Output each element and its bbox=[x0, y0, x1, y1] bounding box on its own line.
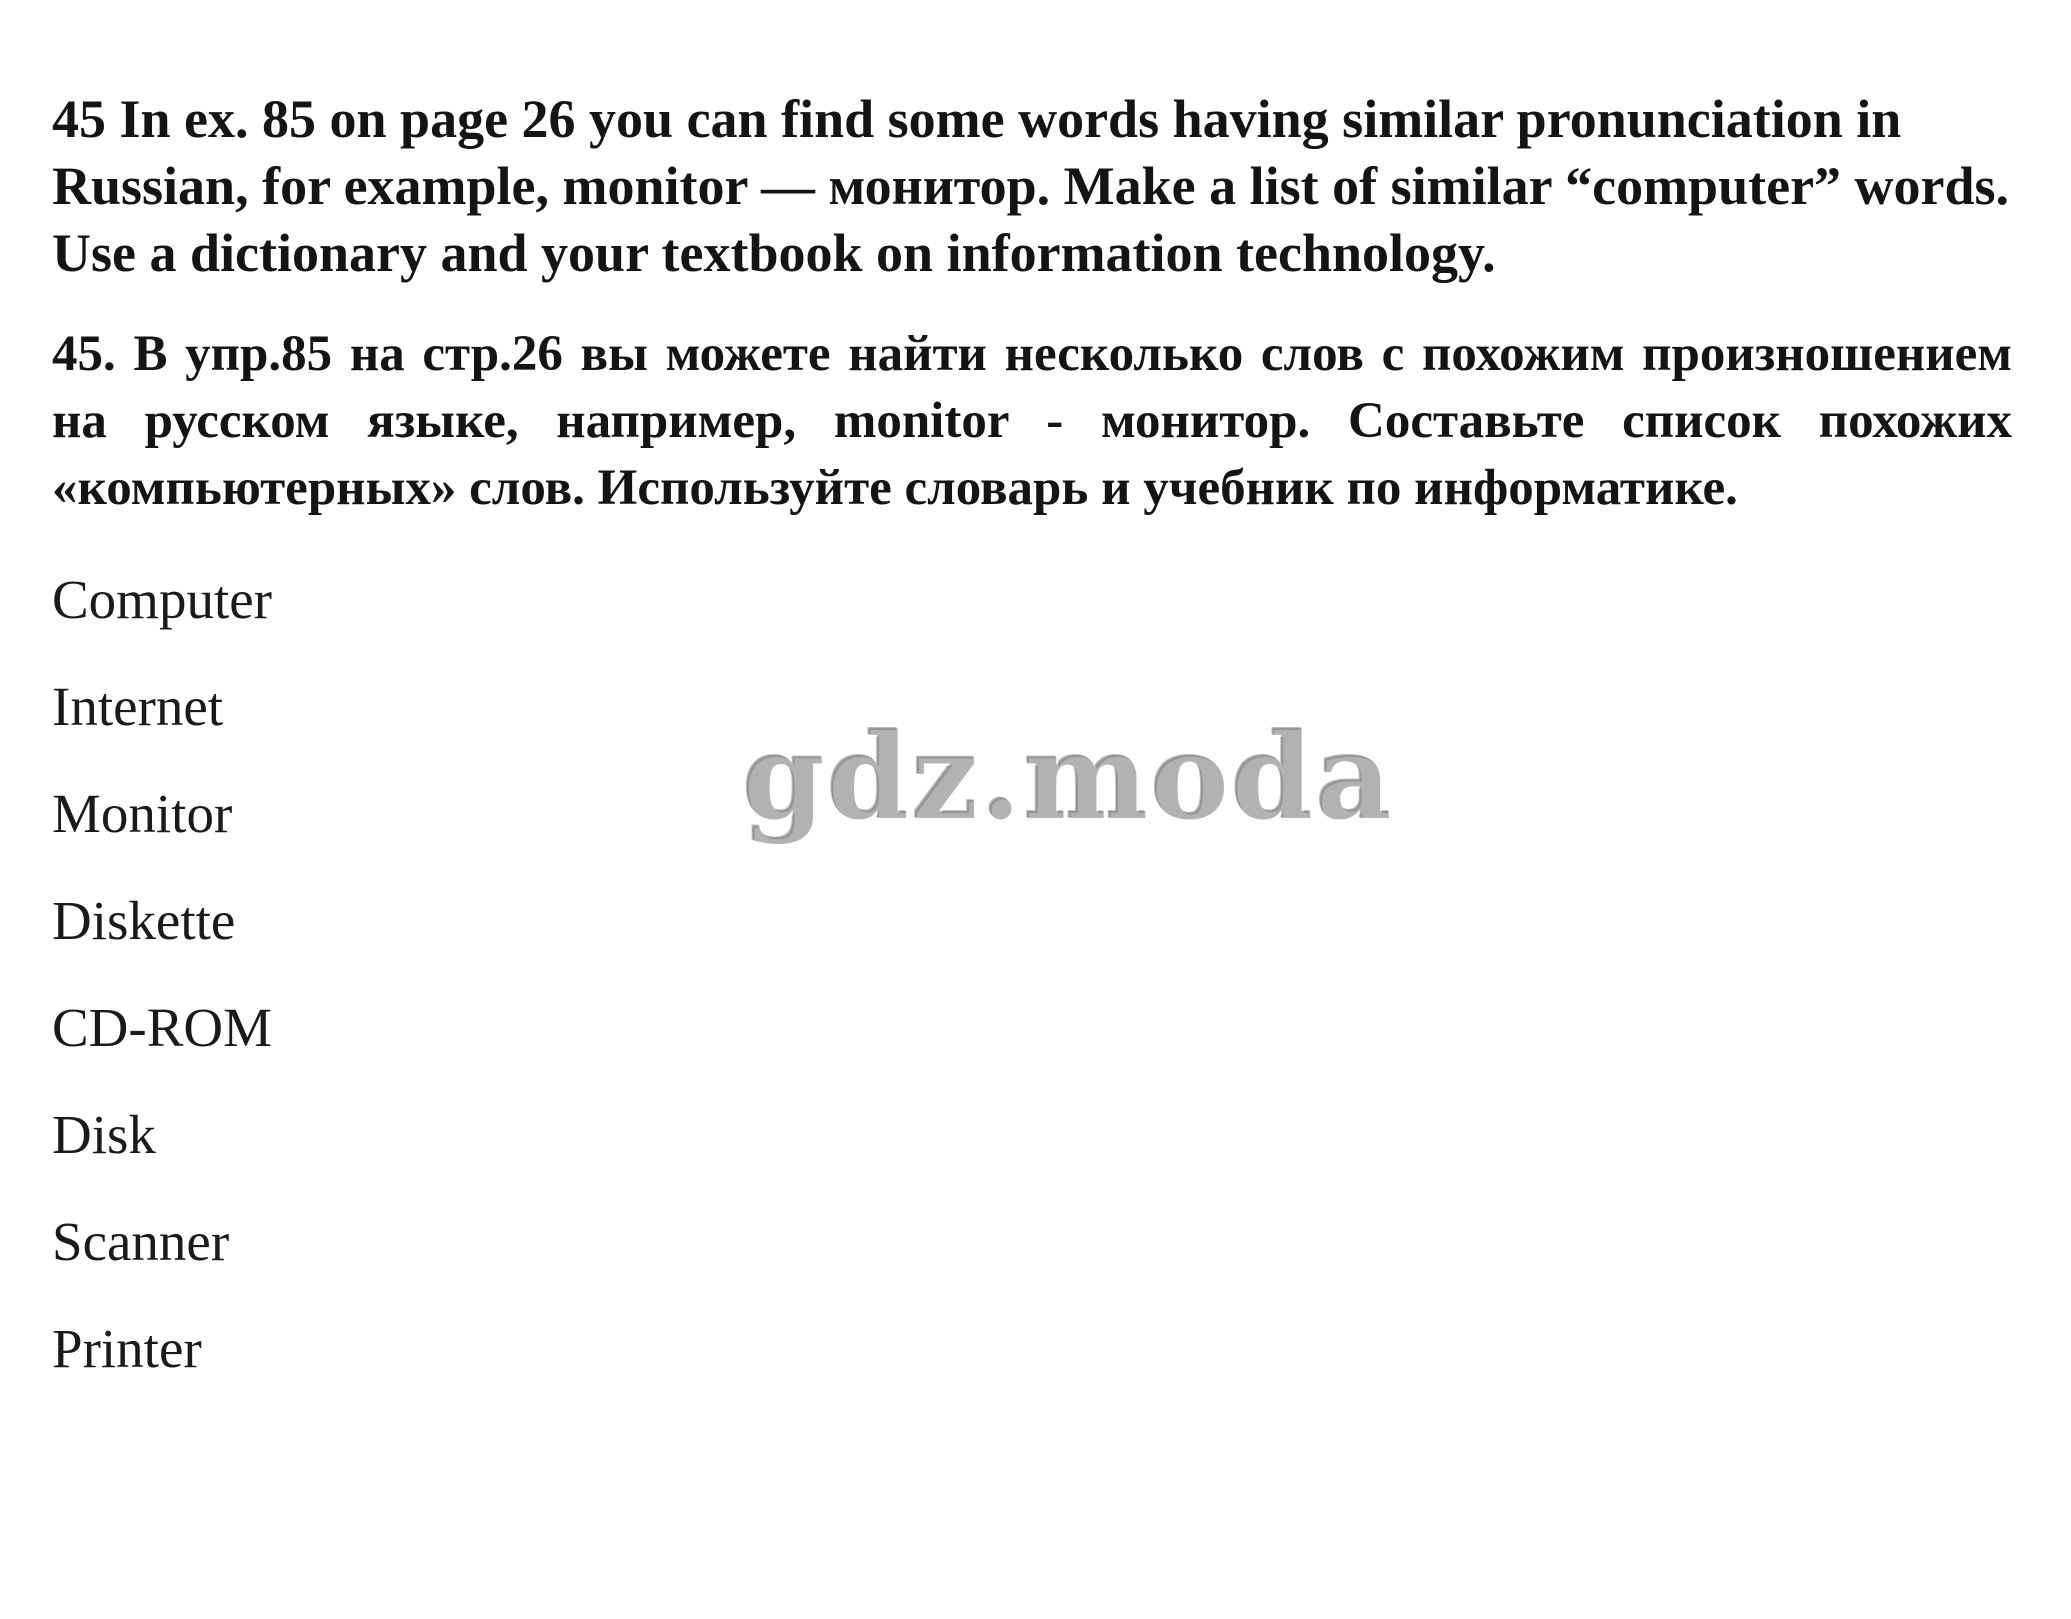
answer-word: Scanner bbox=[52, 1211, 230, 1272]
answer-word: Monitor bbox=[52, 783, 233, 844]
answer-word: Disk bbox=[52, 1104, 156, 1165]
task-text-english: 45 In ex. 85 on page 26 you can find some words having similar pronunciation in Russian, for example, monitor — монитор. Make a list of similar “computer” words. Use a dictionary and your textbook on information technology. bbox=[52, 89, 2010, 283]
answer-word: Printer bbox=[52, 1318, 202, 1379]
answer-word: Computer bbox=[52, 569, 272, 630]
answer-word: Diskette bbox=[52, 890, 236, 951]
task-text-russian: 45. В упр.85 на стр.26 вы можете найти несколько слов с похожим произношением на русском языке, например, monitor - монитор. Составьте список похожих «компьютерных» слов. Используйте словарь и учебник по информатике. bbox=[52, 326, 2012, 516]
answer-word: CD-ROM bbox=[52, 997, 273, 1058]
answer-word: Internet bbox=[52, 676, 224, 737]
watermark-logo: gdz.moda bbox=[742, 707, 1394, 846]
answer-word-list bbox=[52, 546, 2012, 1402]
